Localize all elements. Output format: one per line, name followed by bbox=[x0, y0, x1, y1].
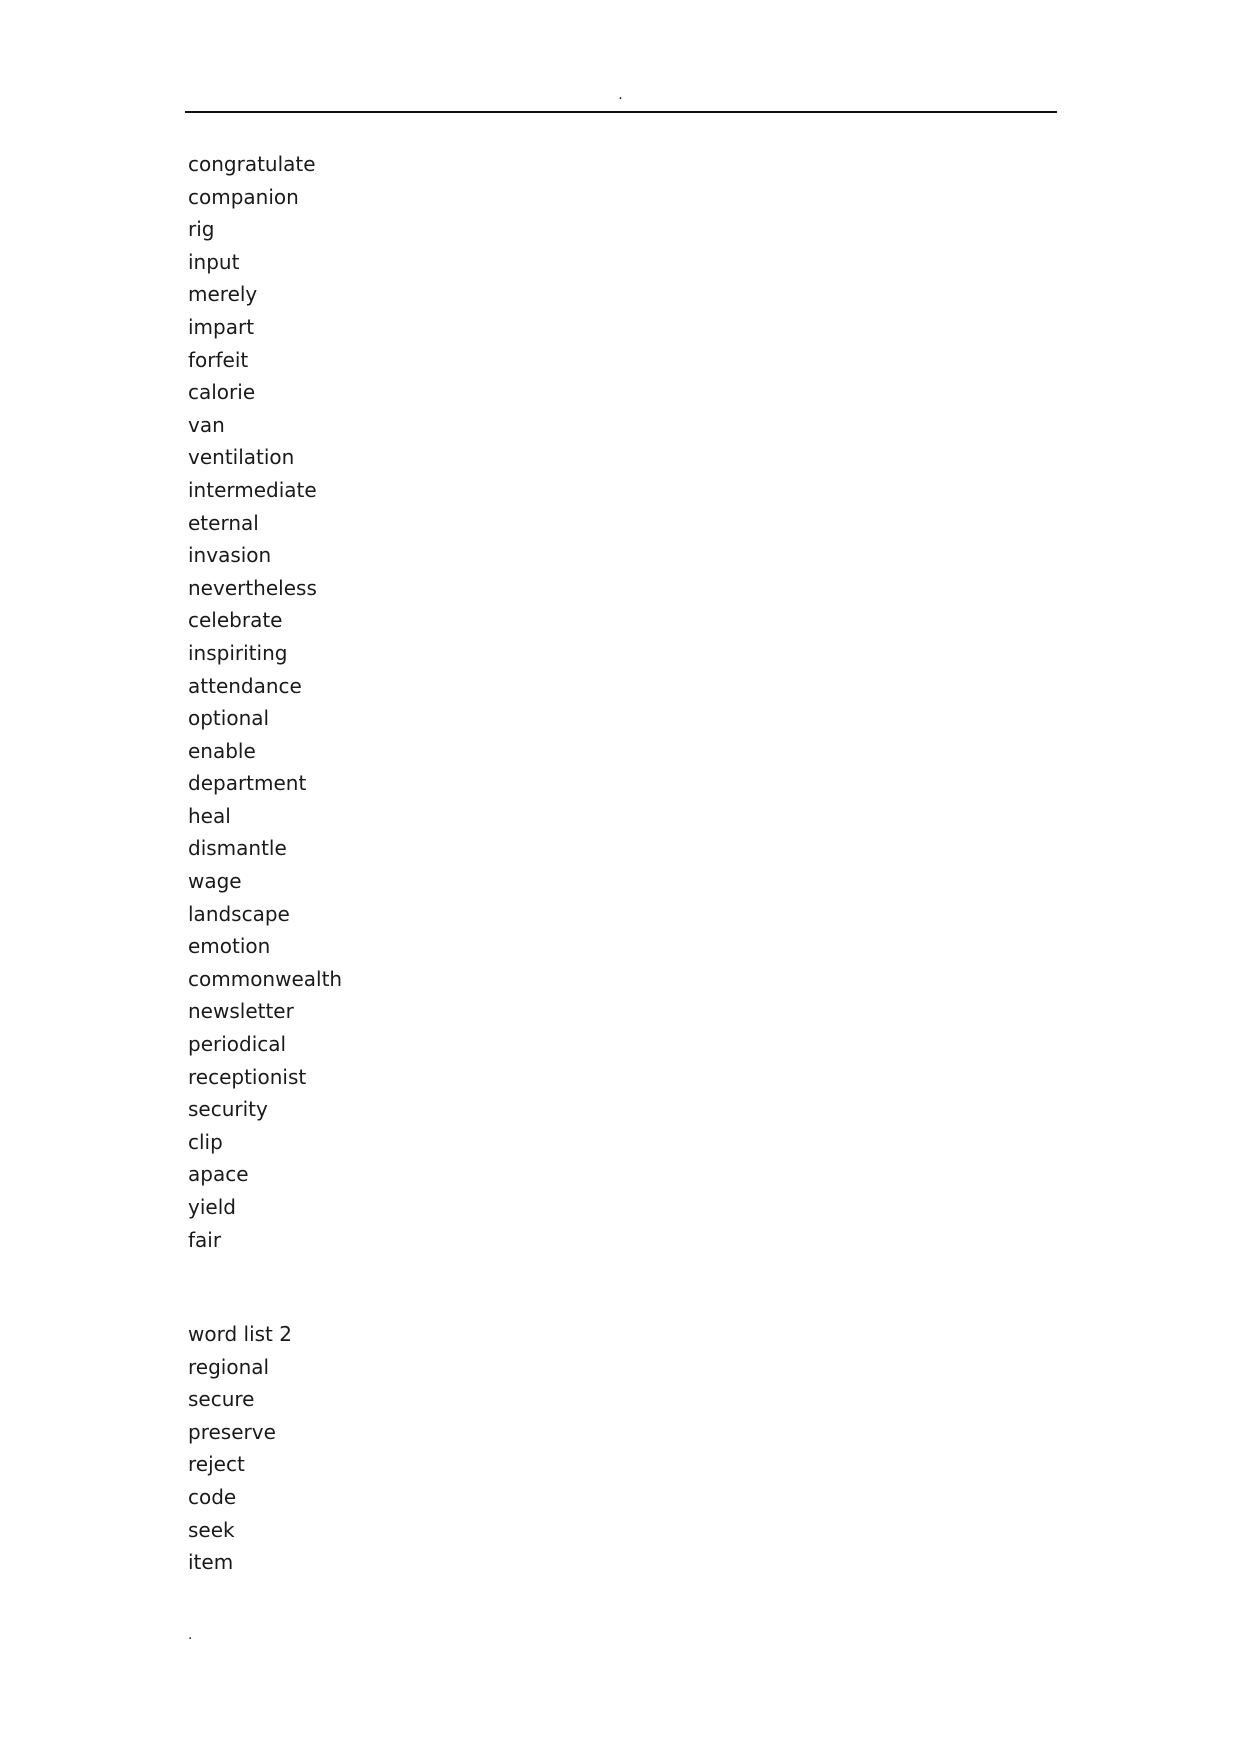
list-item: emotion bbox=[188, 934, 271, 959]
list-item: item bbox=[188, 1550, 234, 1575]
list-item: companion bbox=[188, 184, 299, 209]
list-item: periodical bbox=[188, 1032, 287, 1057]
list-item: forfeit bbox=[188, 347, 249, 372]
list-item: optional bbox=[188, 706, 270, 731]
footer-mark: . bbox=[188, 1627, 193, 1643]
list-item: intermediate bbox=[188, 477, 317, 502]
word-list-2-heading: word list 2 bbox=[188, 1322, 292, 1346]
list-item: ventilation bbox=[188, 445, 295, 470]
list-item: attendance bbox=[188, 673, 302, 698]
list-item: commonwealth bbox=[188, 966, 343, 991]
list-item: dismantle bbox=[188, 836, 287, 861]
header-rule bbox=[185, 111, 1057, 113]
list-item: secure bbox=[188, 1387, 255, 1412]
list-item: security bbox=[188, 1097, 268, 1122]
list-item: invasion bbox=[188, 543, 272, 568]
list-item: reject bbox=[188, 1452, 245, 1477]
list-item: seek bbox=[188, 1517, 235, 1542]
list-item: apace bbox=[188, 1162, 249, 1187]
list-item: merely bbox=[188, 282, 258, 307]
list-item: code bbox=[188, 1484, 237, 1509]
list-item: regional bbox=[188, 1354, 270, 1379]
word-list-1 bbox=[188, 148, 342, 1256]
list-item: rig bbox=[188, 217, 215, 242]
list-item: landscape bbox=[188, 901, 290, 926]
list-item: heal bbox=[188, 803, 231, 828]
list-item: newsletter bbox=[188, 999, 294, 1024]
list-item: inspiriting bbox=[188, 640, 288, 665]
list-item: fair bbox=[188, 1227, 222, 1252]
list-item: van bbox=[188, 412, 225, 437]
list-item: clip bbox=[188, 1129, 223, 1154]
list-item: celebrate bbox=[188, 608, 283, 633]
list-item: enable bbox=[188, 738, 256, 763]
list-item: preserve bbox=[188, 1419, 276, 1444]
header-mark: . bbox=[618, 87, 623, 103]
list-item: congratulate bbox=[188, 152, 316, 176]
list-item: eternal bbox=[188, 510, 259, 535]
list-item: wage bbox=[188, 869, 242, 894]
list-item: yield bbox=[188, 1195, 236, 1219]
word-list-2 bbox=[188, 1318, 292, 1579]
list-item: nevertheless bbox=[188, 575, 317, 600]
list-item: input bbox=[188, 249, 240, 274]
list-item: impart bbox=[188, 314, 255, 339]
list-item: calorie bbox=[188, 380, 256, 405]
list-item: department bbox=[188, 771, 307, 796]
list-item: receptionist bbox=[188, 1064, 307, 1089]
